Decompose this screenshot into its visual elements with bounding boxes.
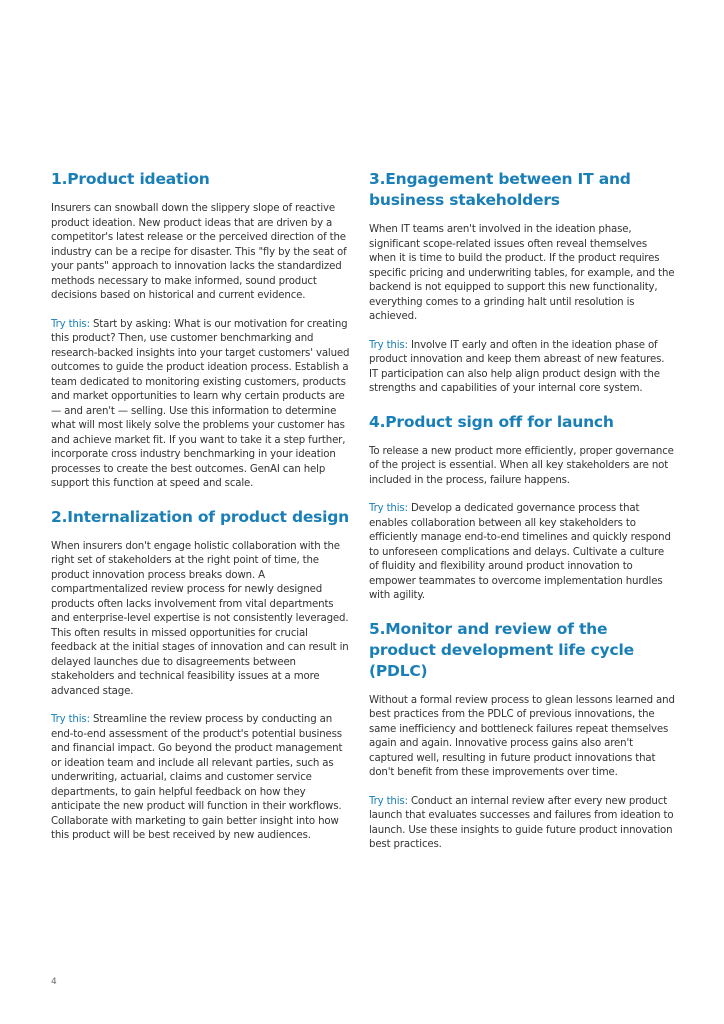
right-column — [369, 169, 675, 868]
section-pdlc-review — [369, 619, 675, 853]
section-body: Insurers can snowball down the slippery slope of reactive product ideation. New product ideas that are driven by a competitor's latest release or the perceived direction of the industry can be a recipe for disaster. This "fly by the seat of your pants" approach to innovation lacks the standardized methods necessary to make informed, sound product decisions based on historical and current evidence. — [51, 203, 347, 301]
section-body: When insurers don't engage holistic collaboration with the right set of stakeholders at the right point of time, the product innovation process breaks down. A compartmentalized review process for newly designed products often lacks involvement from vital departments and enterprise-level expertise is not consistently leveraged. This often results in missed opportunities for crucial feedback at the initial stages of innovation and can result in delayed launches due to disagreements between stakeholders and technical feasibility issues at a more advanced stage. — [51, 540, 349, 697]
try-this-text: Conduct an internal review after every new product launch that evaluates successes and failures from ideation to launch. Use these insights to guide future product innovation best practices. — [369, 795, 674, 850]
section-heading: 3.Engagement between IT and business stakeholders — [369, 170, 631, 209]
try-this-paragraph — [51, 318, 355, 492]
try-this-text: Streamline the review process by conducting an end-to-end assessment of the product's potential business and financial impact. Go beyond the product management or ideation team and include all relevant parties, such as underwriting, actuarial, claims and customer service departments, to gain helpful feedback on how they anticipate the new product will function in their workflows. Collaborate with marketing to gain better insight into how this product will be best received by new audiences. — [51, 714, 343, 841]
try-this-label: Try this: — [51, 318, 90, 330]
section-body: When IT teams aren't involved in the ideation phase, significant scope-related issues often reveal themselves when it is time to build the product. If the product requires specific pricing and underwriting tables, for example, and the backend is not equipped to support this new functionality, everything comes to a grinding halt until resolution is achieved. — [369, 224, 675, 322]
try-this-label: Try this: — [369, 503, 408, 514]
section-sign-off — [369, 412, 675, 604]
try-this-paragraph — [369, 502, 675, 604]
section-heading: 4.Product sign off for launch — [369, 412, 614, 431]
section-internalization — [51, 507, 355, 844]
try-this-paragraph — [369, 795, 675, 853]
try-this-label: Try this: — [369, 339, 408, 351]
try-this-label: Try this: — [369, 795, 408, 807]
section-body: Without a formal review process to glean lessons learned and best practices from the PDLC of previous innovations, the same inefficiency and bottleneck failures repeat themselves again and again. Innovative process gains also aren't captured well, resulting in future product innovations that don't benefit from these improvements over time. — [369, 694, 675, 778]
section-heading: 2.Internalization of product design — [51, 507, 350, 526]
try-this-text: Start by asking: What is our motivation for creating this product? Then, use customer benchmarking and research-backed insights into your target customers' valued outcomes to guide the product ideation process. Establish a team dedicated to monitoring existing customers, products and market opportunities to learn why certain products are — and aren't — selling. Use this information to determine what will most likely solve the problems your customer has and achieve market fit. If you want to take it a step further, incorporate cross industry benchmarking in your ideation processes to create the best outcomes. GenAI can help support this function at speed and scale. — [51, 318, 350, 489]
section-body: To release a new product more efficiently, proper governance of the project is essential. When all key stakeholders are not included in the process, failure happens. — [369, 445, 674, 486]
try-this-paragraph — [51, 713, 355, 844]
try-this-paragraph — [369, 339, 675, 397]
section-heading: 5.Monitor and review of the product development life cycle (PDLC) — [369, 619, 634, 680]
try-this-label: Try this: — [51, 714, 90, 725]
try-this-text: Develop a dedicated governance process that enables collaboration between all key stakeholders to efficiently manage end-to-end timelines and quickly respond to unforeseen complications and delays. Cultivate a culture of fluidity and flexibility around product innovation to empower teammates to overcome implementation hurdles with agility. — [369, 503, 671, 601]
page-number: 4 — [51, 977, 57, 987]
left-column — [51, 169, 355, 859]
try-this-text: Involve IT early and often in the ideation phase of product innovation and keep them abreast of new features. IT participation can also help align product design with the strengths and capabilities of your internal core system. — [369, 339, 665, 394]
section-it-engagement — [369, 169, 675, 397]
section-product-ideation — [51, 169, 355, 492]
section-heading: 1.Product ideation — [51, 170, 210, 188]
